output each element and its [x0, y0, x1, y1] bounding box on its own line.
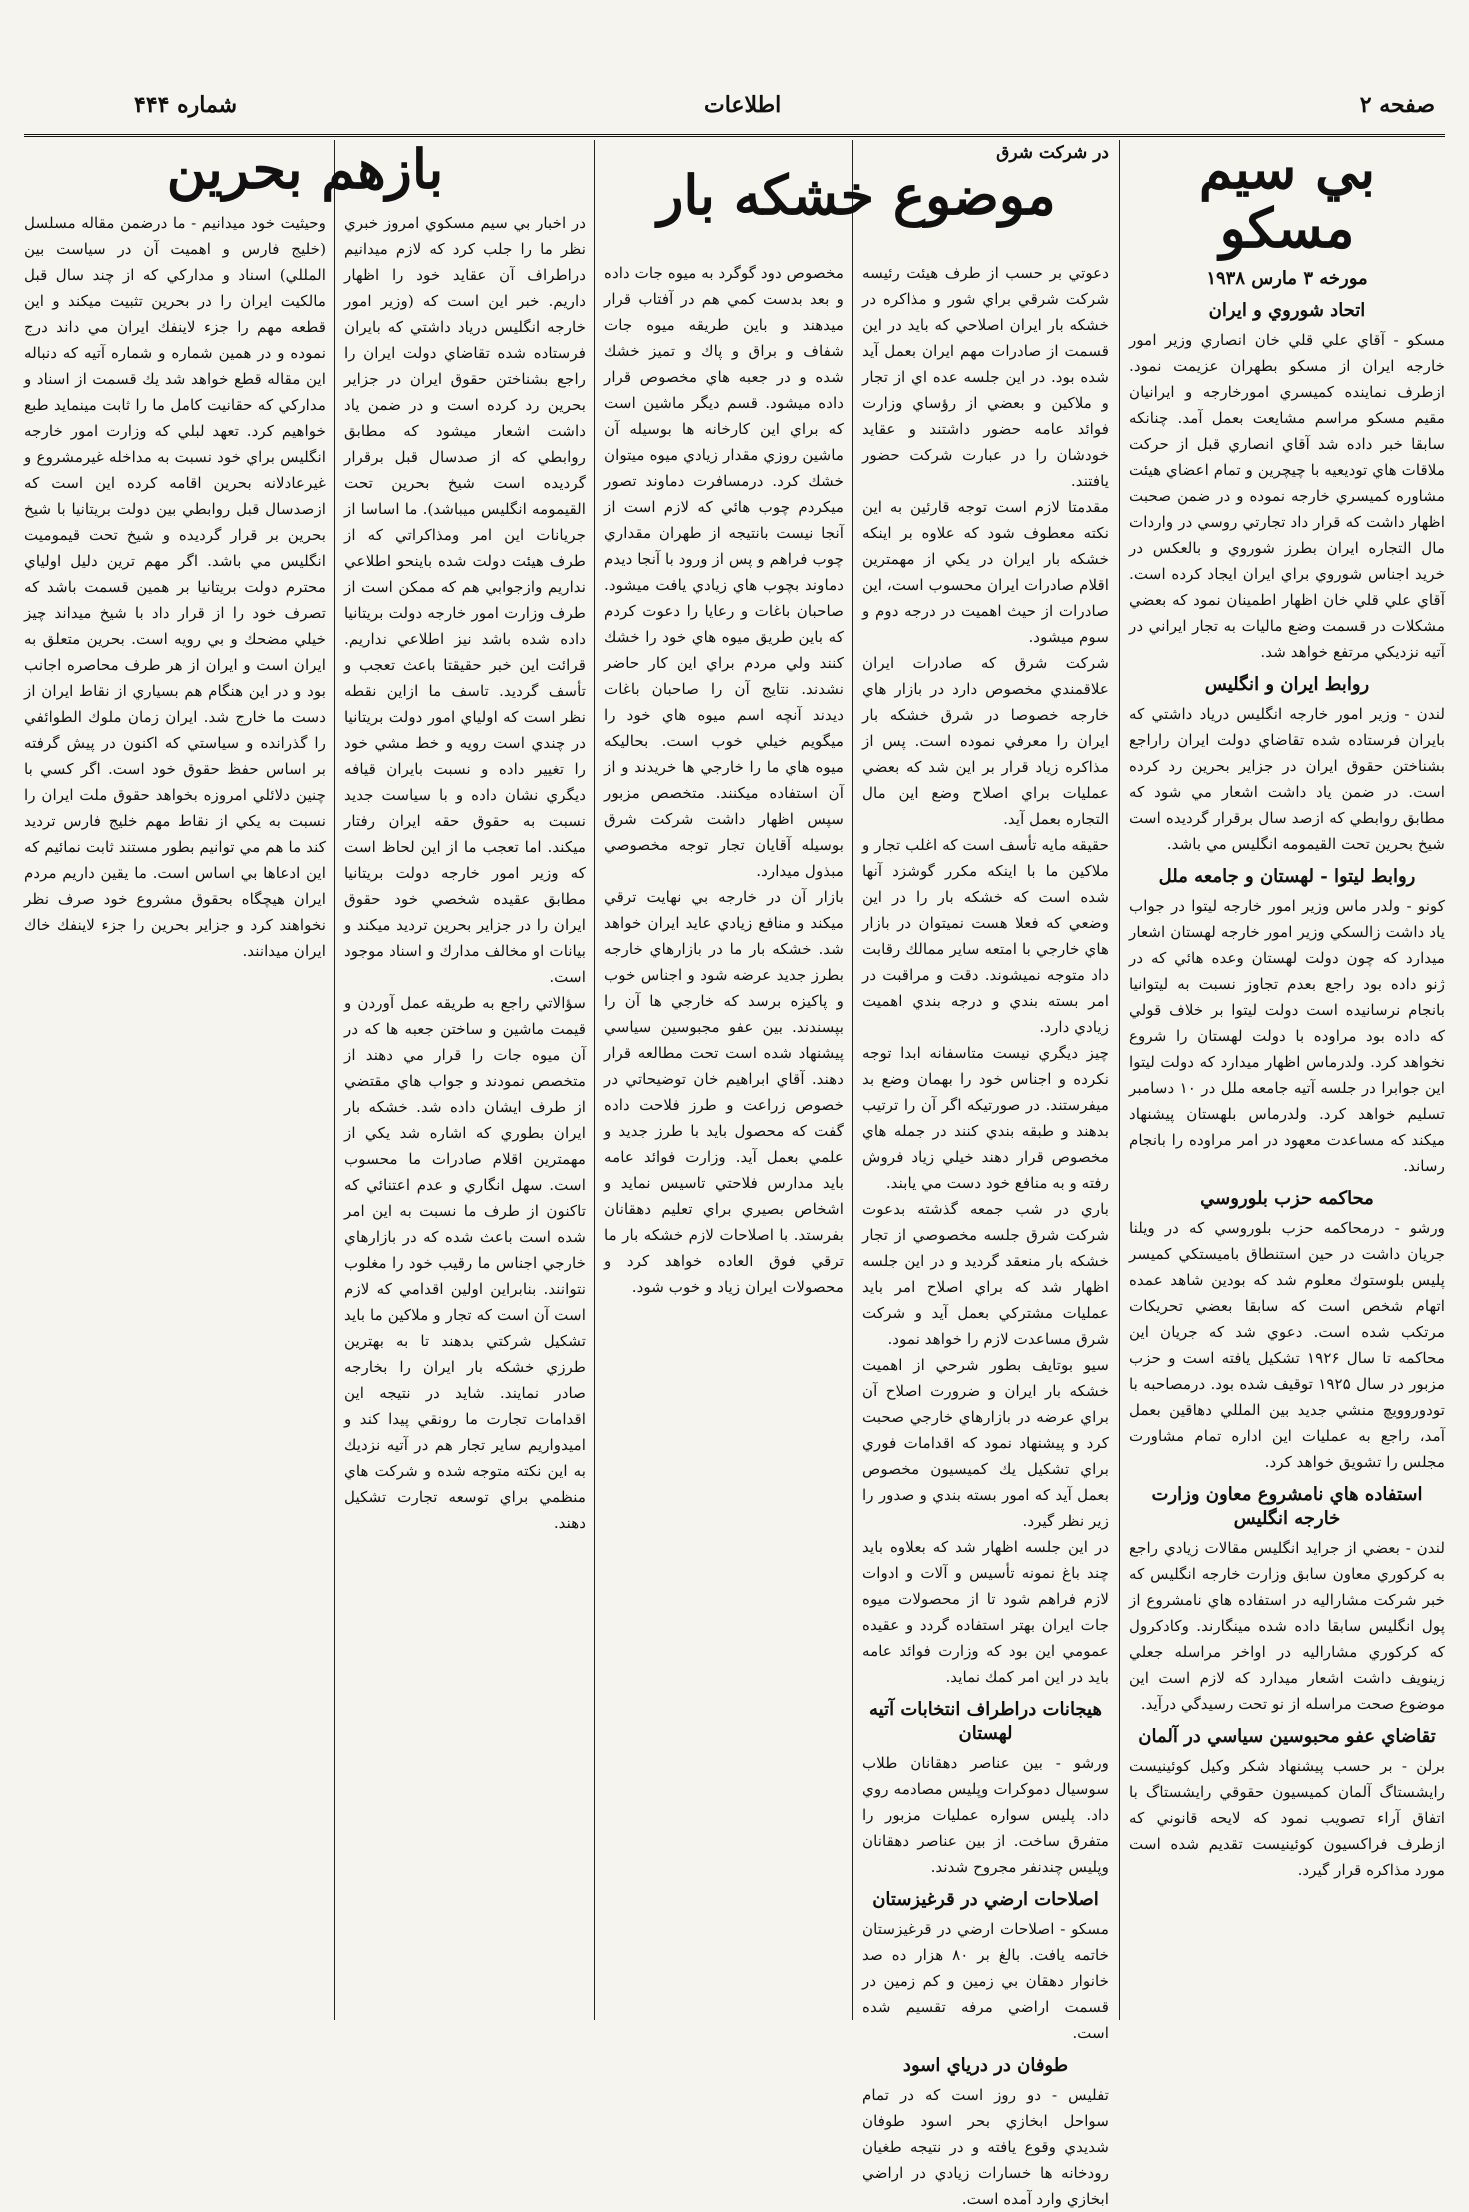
paragraph: سؤالاتي راجع به طريقه عمل آوردن و قيمت ماشين و ساختن جعبه ها كه در آن ميوه جات را قرار مي دهند از متخصص نمودند و جواب هاي مقتضي از طرف ايشان داده شد. خشكه بار ايران بطوري كه اشاره شد يكي از مهمترين اقلام صادرات ما محسوب است. سهل انگاري و عدم اعتنائي كه تاكنون از طرف ما نسبت به اين امر شده است باعث شده كه در بازارهاي خارجي اجناس ما رقيب خود را مغلوب نتوانند. بنابراين اولين اقدامي كه لازم است آن است كه تجار و ملاكين ما بايد تشكيل شركتي بدهند تا به بهترين طرزي خشكه بار ايران را بخارجه صادر نمايند. شايد در نتيجه اين اقدامات تجارت ما رونقي پيدا كند و اميدواريم ساير تجار هم در آتيه نزديك به اين نكته متوجه شده و شركت هاي منظمي براي توسعه تجارت تشكيل دهند.	[344, 994, 586, 1532]
bahrain-header	[24, 137, 586, 210]
section-text: تفليس - دو روز است كه در تمام سواحل ابخازي بحر اسود طوفان شديدي وقوع يافته و در نتيجه طغيان رودخانه ها خسارات زيادي در اراضي ابخازي وارد آمده است.	[862, 2086, 1109, 2208]
section-text: ورشو - بين عناصر دهقانان طلاب سوسيال دموكرات وپليس مصادمه روي داد. پليس سواره عمليات مزبور را متفرق ساخت. از بين عناصر دهقانان وپليس چندنفر مجروح شدند.	[862, 1754, 1109, 1876]
column-rule	[334, 140, 335, 2020]
paragraph: حقيقه مايه تأسف است كه اغلب تجار و ملاكين ما با اينكه مكرر گوشزد آنها شده است كه خشكه بار را در اين وضعي كه فعلا هست نميتوان در بازار هاي خارجي با امتعه ساير ممالك رقابت داد متوجه نميشوند. دقت و مراقبت در امر بسته بندي و درجه بندي اهميت زيادي دارد.	[862, 836, 1109, 1036]
paper-name: اطلاعات	[704, 92, 782, 118]
column-moscow-wireless	[1129, 137, 1445, 2020]
column-bahrain-continued	[344, 210, 586, 2020]
section-title: استفاده هاي نامشروع معاون وزارت خارجه انگليس	[1151, 1483, 1423, 1529]
running-header	[24, 84, 1445, 137]
issue-number: شماره ۴۴۴	[134, 92, 238, 118]
section-text: كونو - ولدر ماس وزير امور خارجه ليتوا در جواب ياد داشت زالسكي وزير امور خارجه لهستان اشعار ميدارد كه چون دولت لهستان وعده هائي كه در ژنو داده بود راجع بعدم تجاوز نسبت به ليتوانيا بانجام نرسانيده است دولت ليتوا بر خلاف قولي كه داده بود مراوده با دولت لهستان را شروع نخواهد كرد. ولدرماس اظهار ميدارد كه دولت ليتوا اين جوابرا در جلسه آتيه جامعه ملل در ۱۰ دسامبر تسليم خواهد كرد. ولدرماس بلهستان پيشنهاد ميكند كه مساعدت معهود در امر مراوده را بانجام رساند.	[1129, 896, 1445, 1175]
column-bahrain	[24, 210, 326, 2020]
section-text: لندن - وزير امور خارجه انگليس درياد داشتي كه بايران فرستاده شده تقاضاي دولت ايران راراجع بشناختن حقوق ايران در جزاير بحرين رد كرده است. در ضمن ياد داشت اشعار مي شود كه مطابق روابطي كه ازصد سال برقرار گرديده است شيخ بحرين تحت القيمومه انگليس مي باشد.	[1129, 704, 1445, 853]
paragraph: دعوتي بر حسب از طرف هيئت رئيسه شركت شرقي براي شور و مذاكره در خشكه بار ايران اصلاحي كه بايد در اين قسمت از صادرات مهم ايران بعمل آيد شده بود. در اين جلسه عده اي از تجار و ملاكين و بعضي از رؤساي وزارت فوائد عامه حضور داشتند و عقايد خودشان را در عبارت شركت حضور يافتند.	[862, 264, 1109, 490]
section-text: مسكو - آقاي علي قلي خان انصاري وزير امور خارجه ايران از مسكو بطهران عزيمت نمود. ازطرف نماينده كميسري امورخارجه و ايرانيان مقيم مسكو مراسم مشايعت بعمل آمد. چنانكه سابقا خبر داده شد آقاي انصاري قبل از حركت ملاقات هاي توديعيه با چيچرين و تمام اعضاي هيئت مشاوره كميسري خارجه نموده و در ضمن صحبت اظهار داشت كه قرار داد تجارتي روسي در واردات مال التجاره ايران بطرز شوروي و بالعكس در خريد اجناس شوروي براي ايران ايجاد كرده است. آقاي علي قلي خان اظهار اطمينان نمود كه بعضي مشكلات در قسمت وضع ماليات به تجار ايراني در آتيه نزديكي مرتفع خواهد شد.	[1129, 330, 1445, 661]
paragraph: شركت شرق كه صادرات ايران علاقمندي مخصوص دارد در بازار هاي خارجه خصوصا در شرق خشكه بار ايران را معرفي نموده است. پس از مذاكره زياد قرار بر اين شد كه بعضي عمليات براي اصلاح وضع اين مال التجاره بعمل آيد.	[862, 654, 1109, 828]
section-title: اصلاحات ارضي در قرغيزستان	[872, 1889, 1099, 1910]
headline-dried-fruit: موضوع خشكه بار	[657, 163, 1056, 227]
section-title: محاكمه حزب بلوروسي	[1200, 1187, 1374, 1209]
section-title: روابط ايران و انگليس	[1204, 673, 1370, 695]
headline-bahrain-again: بازهم بحرين	[166, 137, 444, 201]
section-title: روابط ليتوا - لهستان و جامعه ملل	[1158, 865, 1416, 887]
section-title: اتحاد شوروي و ايران	[1208, 299, 1366, 321]
paragraph: در اخبار بي سيم مسكوي امروز خبري نظر ما را جلب كرد كه لازم ميدانيم دراطراف آن عقايد خود را اظهار داريم. خبر اين است كه (وزير امور خارجه انگليس درياد داشتي كه بايران فرستاده شده تقاضاي دولت ايران را راجع بشناختن حقوق ايران در جزاير بحرين رد كرده است و در ضمن ياد داشت اشعار ميشود كه مطابق روابطي كه از صدسال قبل برقرار گرديده است شيخ بحرين تحت القيمومه انگليس ميباشد). ما اساسا از جريانات اين امر ومذاكراتي كه از طرف هيئت دولت شده باينحو اطلاعي نداريم وازجوابي هم كه ممكن است از طرف وزارت امور خارجه دولت بريتانيا داده شده باشد نيز اطلاعي نداريم. قرائت اين خبر حقيقتا باعث تعجب و تأسف گرديد. تاسف ما ازاين نقطه نظر است كه اولياي امور دولت بريتانيا در چندي است رويه و خط مشي خود را تغيير داده و نسبت بايران قيافه ديگري نشان داده و با سياست جديد نسبت به حقوق حقه ايران رفتار ميكند. اما تعجب ما از اين لحاظ است كه وزير امور خارجه دولت بريتانيا مطابق عقيده شخصي خود حقوق ايران را در جزاير بحرين ترديد ميكند و بيانات او مخالف مدارك و اسناد موجود است.	[344, 214, 586, 986]
section-text: ورشو - درمحاكمه حزب بلوروسي كه در ويلنا جريان داشت در حين استنطاق باميستكي كميسر پليس بلوستوك معلوم شد كه بودين شاهد عمده اتهام شخص است كه سابقا بعضي تحريكات مرتكب شده است. دعوي شد كه جريان اين محاكمه تا سال ۱۹۲۶ تشكيل يافته است و حزب مزبور در سال ۱۹۲۵ توقيف شده بود. درمصاحبه با تودوروويچ منشي جديد بين المللي دهاقين بعمل آمد، راجع به عمليات اين اداره تمام مشاورت مجلس را تشويق خواهد كرد.	[1129, 1218, 1445, 1471]
kicker-east-company: در شركت شرق	[996, 143, 1109, 163]
paragraph: بازار آن در خارجه بي نهايت ترقي ميكند و منافع زيادي عايد ايران خواهد شد. خشكه بار ما در بازارهاي خارجه بطرز جديد عرضه شود و اجناس خوب و پاكيزه برسد كه خارجي ها آن را بپسندند. بين عفو مجبوسين سياسي پيشنهاد شده است تحت مطالعه قرار دهند. آقاي ابراهيم خان توضيحاتي در خصوص زراعت و طرز فلاحت داده گفت كه محصول بايد با طرز جديد و علمي بعمل آيد. وزارت فوائد عامه بايد مدارس فلاحتي تاسيس نمايد و اشخاص بصيري براي تعليم دهقانان بفرستد. با اصلاحات لازم خشكه بار ما ترقي فوق العاده خواهد كرد و محصولات ايران زياد و خوب شود.	[604, 888, 844, 1296]
section-text: برلن - بر حسب پيشنهاد شكر وكيل كوئينيست رايشستاگ آلمان كميسيون حقوقي رايشستاگ با اتفاق آراء تصويب نمود كه لايحه قانوني كه ازطرف فراكسيون كوئينيست تقديم شده است مورد مذاكره قرار گيرد.	[1129, 1756, 1445, 1879]
section-title: هيجانات دراطراف انتخابات آتيه لهستان	[869, 1699, 1102, 1744]
dateline: مورخه ۳ مارس ۱۹۳۸	[1206, 267, 1368, 289]
column-dried-fruit	[862, 260, 1109, 2208]
section-title: تقاضاي عفو محبوسين سياسي در آلمان	[1138, 1725, 1436, 1747]
page-number: صفحه ۲	[1359, 92, 1435, 118]
column-dried-fruit-continued	[604, 260, 844, 2020]
paragraph: مقدمتا لازم است توجه قارئين به اين نكته معطوف شود كه علاوه بر اينكه خشكه بار ايران در يكي از مهمترين اقلام صادرات ايران محسوب است، اين صادرات از حيث اهميت در درجه دوم و سوم ميشود.	[862, 498, 1109, 646]
column-rule	[594, 140, 595, 2020]
dried-fruit-header	[604, 140, 1109, 260]
newspaper-page	[24, 20, 1445, 2208]
section-text: مسكو - اصلاحات ارضي در قرغيزستان خاتمه يافت. بالغ بر ۸۰ هزار ده صد خانوار دهقان بي زمين و كم زمين در قسمت اراضي مرفه تقسيم شده است.	[862, 1920, 1109, 2042]
paragraph: سيو بوتايف بطور شرحي از اهميت خشكه بار ايران و ضرورت اصلاح آن براي عرضه در بازارهاي خارجي صحبت كرد و پيشنهاد نمود كه اقدامات فوري براي تشكيل يك كميسيون مخصوص بعمل آيد كه امور بسته بندي و صدور را زير نظر گيرد.	[862, 1356, 1109, 1530]
paragraph: چيز ديگري نيست متاسفانه ابدا توجه نكرده و اجناس خود را بهمان وضع بد ميفرستند. در صورتيكه اگر آن را ترتيب بدهند و طبقه بندي كنند در جمله هاي مخصوص قرار دهند خيلي زياد فروش رفته و به منافع خود دست مي يابند.	[862, 1044, 1109, 1192]
headline-moscow-wireless: بي سيم مسكو	[1198, 137, 1376, 261]
column-rule	[1119, 140, 1120, 2020]
column-rule	[852, 140, 853, 2020]
paragraph: باري در شب جمعه گذشته بدعوت شركت شرق جلسه مخصوصي از تجار خشكه بار منعقد گرديد و در اين جلسه اظهار شد كه براي اصلاح امر بايد عمليات مشتركي بعمل آيد و شركت شرق مساعدت لازم را خواهد نمود.	[862, 1200, 1109, 1348]
paragraph: در اين جلسه اظهار شد كه بعلاوه بايد چند باغ نمونه تأسيس و آلات و ادوات لازم فراهم شود تا از محصولات ميوه جات ايران بهتر استفاده گردد و عقيده عمومي اين بود كه وزارت فوائد عامه بايد در اين امر كمك نمايد.	[862, 1538, 1109, 1686]
paragraph: مخصوص دود گوگرد به ميوه جات داده و بعد بدست كمي هم در آفتاب قرار ميدهند و باين طريقه ميوه جات شفاف و براق و پاك و تميز خشك شده و در جعبه هاي مخصوص قرار داده ميشود. قسم ديگر ماشين است كه براي اين كارخانه ها بوسيله آن ماشين روزي مقدار زيادي ميوه ميتوان خشك كرد. درمسافرت دماوند تصور ميكردم چوب هائي كه لازم است از آنجا نيست بانتيجه از طهران مقداري چوب فراهم و پس از ورود با آنجا ديدم دماوند بچوب هاي زيادي يافت ميشود. صاحبان باغات و رعايا را دعوت كردم كه باين طريق ميوه هاي خود را خشك كنند ولي مردم براي اين كار حاضر نشدند. نتايج آن را صاحبان باغات ديدند آنچه اسم ميوه هاي خود را ميگويم خيلي خوب است. بحاليكه ميوه هاي ما را خارجي ها خريدند و از آن استفاده ميكنند. متخصص مزبور سپس اظهار داشت شركت شرق بوسيله آقايان تجار توجه مخصوصي مبذول ميدارد.	[604, 264, 844, 880]
section-title: طوفان در درياي اسود	[902, 2055, 1069, 2076]
section-text: لندن - بعضي از جرايد انگليس مقالات زيادي راجع به كركوري معاون سابق وزارت خارجه انگليس كه خبر شركت مشاراليه در استفاده هاي نامشروع از پول انگليس سابقا داده شده مينگارند. وكادكرول كه كركوري مشاراليه در اواخر مراسله جعلي زينويف داشت اشعار ميدارد كه لازم است اين موضوع صحت مراسله از نو تحت رسيدگي درآيد.	[1129, 1538, 1445, 1713]
paragraph: وحيثيت خود ميدانيم - ما درضمن مقاله مسلسل (خليج فارس و اهميت آن در سياست بين المللي) اسناد و مداركي كه از چند سال قبل مالكيت ايران را در بحرين تثبيت ميكند و اين قطعه مهم را جزء لاينفك ايران مي داند درج نموده و در همين شماره و شماره آتيه كه دنباله اين مقاله قطع خواهد شد يك قسمت از اسناد و مداركي كه حقانيت كامل ما را ثابت مينمايد طبع خواهيم كرد. تعهد لبلي كه وزارت امور خارجه انگليس براي خود نسبت به مداخله غيرمشروع و غيرعادلانه بحرين اقامه كرده اين است كه ازصدسال قبل روابطي بين دولت بريتانيا با شيخ بحرين بر قرار گرديده و شيخ تحت قيموميت انگليس مي باشد. اگر مهم ترين دليل اولياي محترم دولت بريتانيا بر همين قسمت باشد كه تصرف خود را از قرار داد با شيخ ميداند چيز خيلي مضحك و بي رويه است. بحرين متعلق به ايران است و ايران از هر طرف محاصره اجانب بود و در اين هنگام هم بسياري از نقاط ايران از دست ما خارج شد. ايران زمان ملوك الطوائفي را گذرانده و سياستي كه اكنون در پيش گرفته بر اساس حفظ حقوق خود است. اگر كسي با چنين دلائلي امروزه بخواهد حقوق ملت ايران را نسبت به يكي از نقاط مهم خليج فارس ترديد كند ما هم مي توانيم بطور مستند ثابت نمائيم كه اين ادعاها بي اساس است. ما يقين داريم مردم ايران هيچگاه بحقوق مشروع خود صرف نظر نخواهند كرد و جزاير بحرين را جزء لاينفك خاك ايران ميدانند.	[24, 214, 326, 960]
